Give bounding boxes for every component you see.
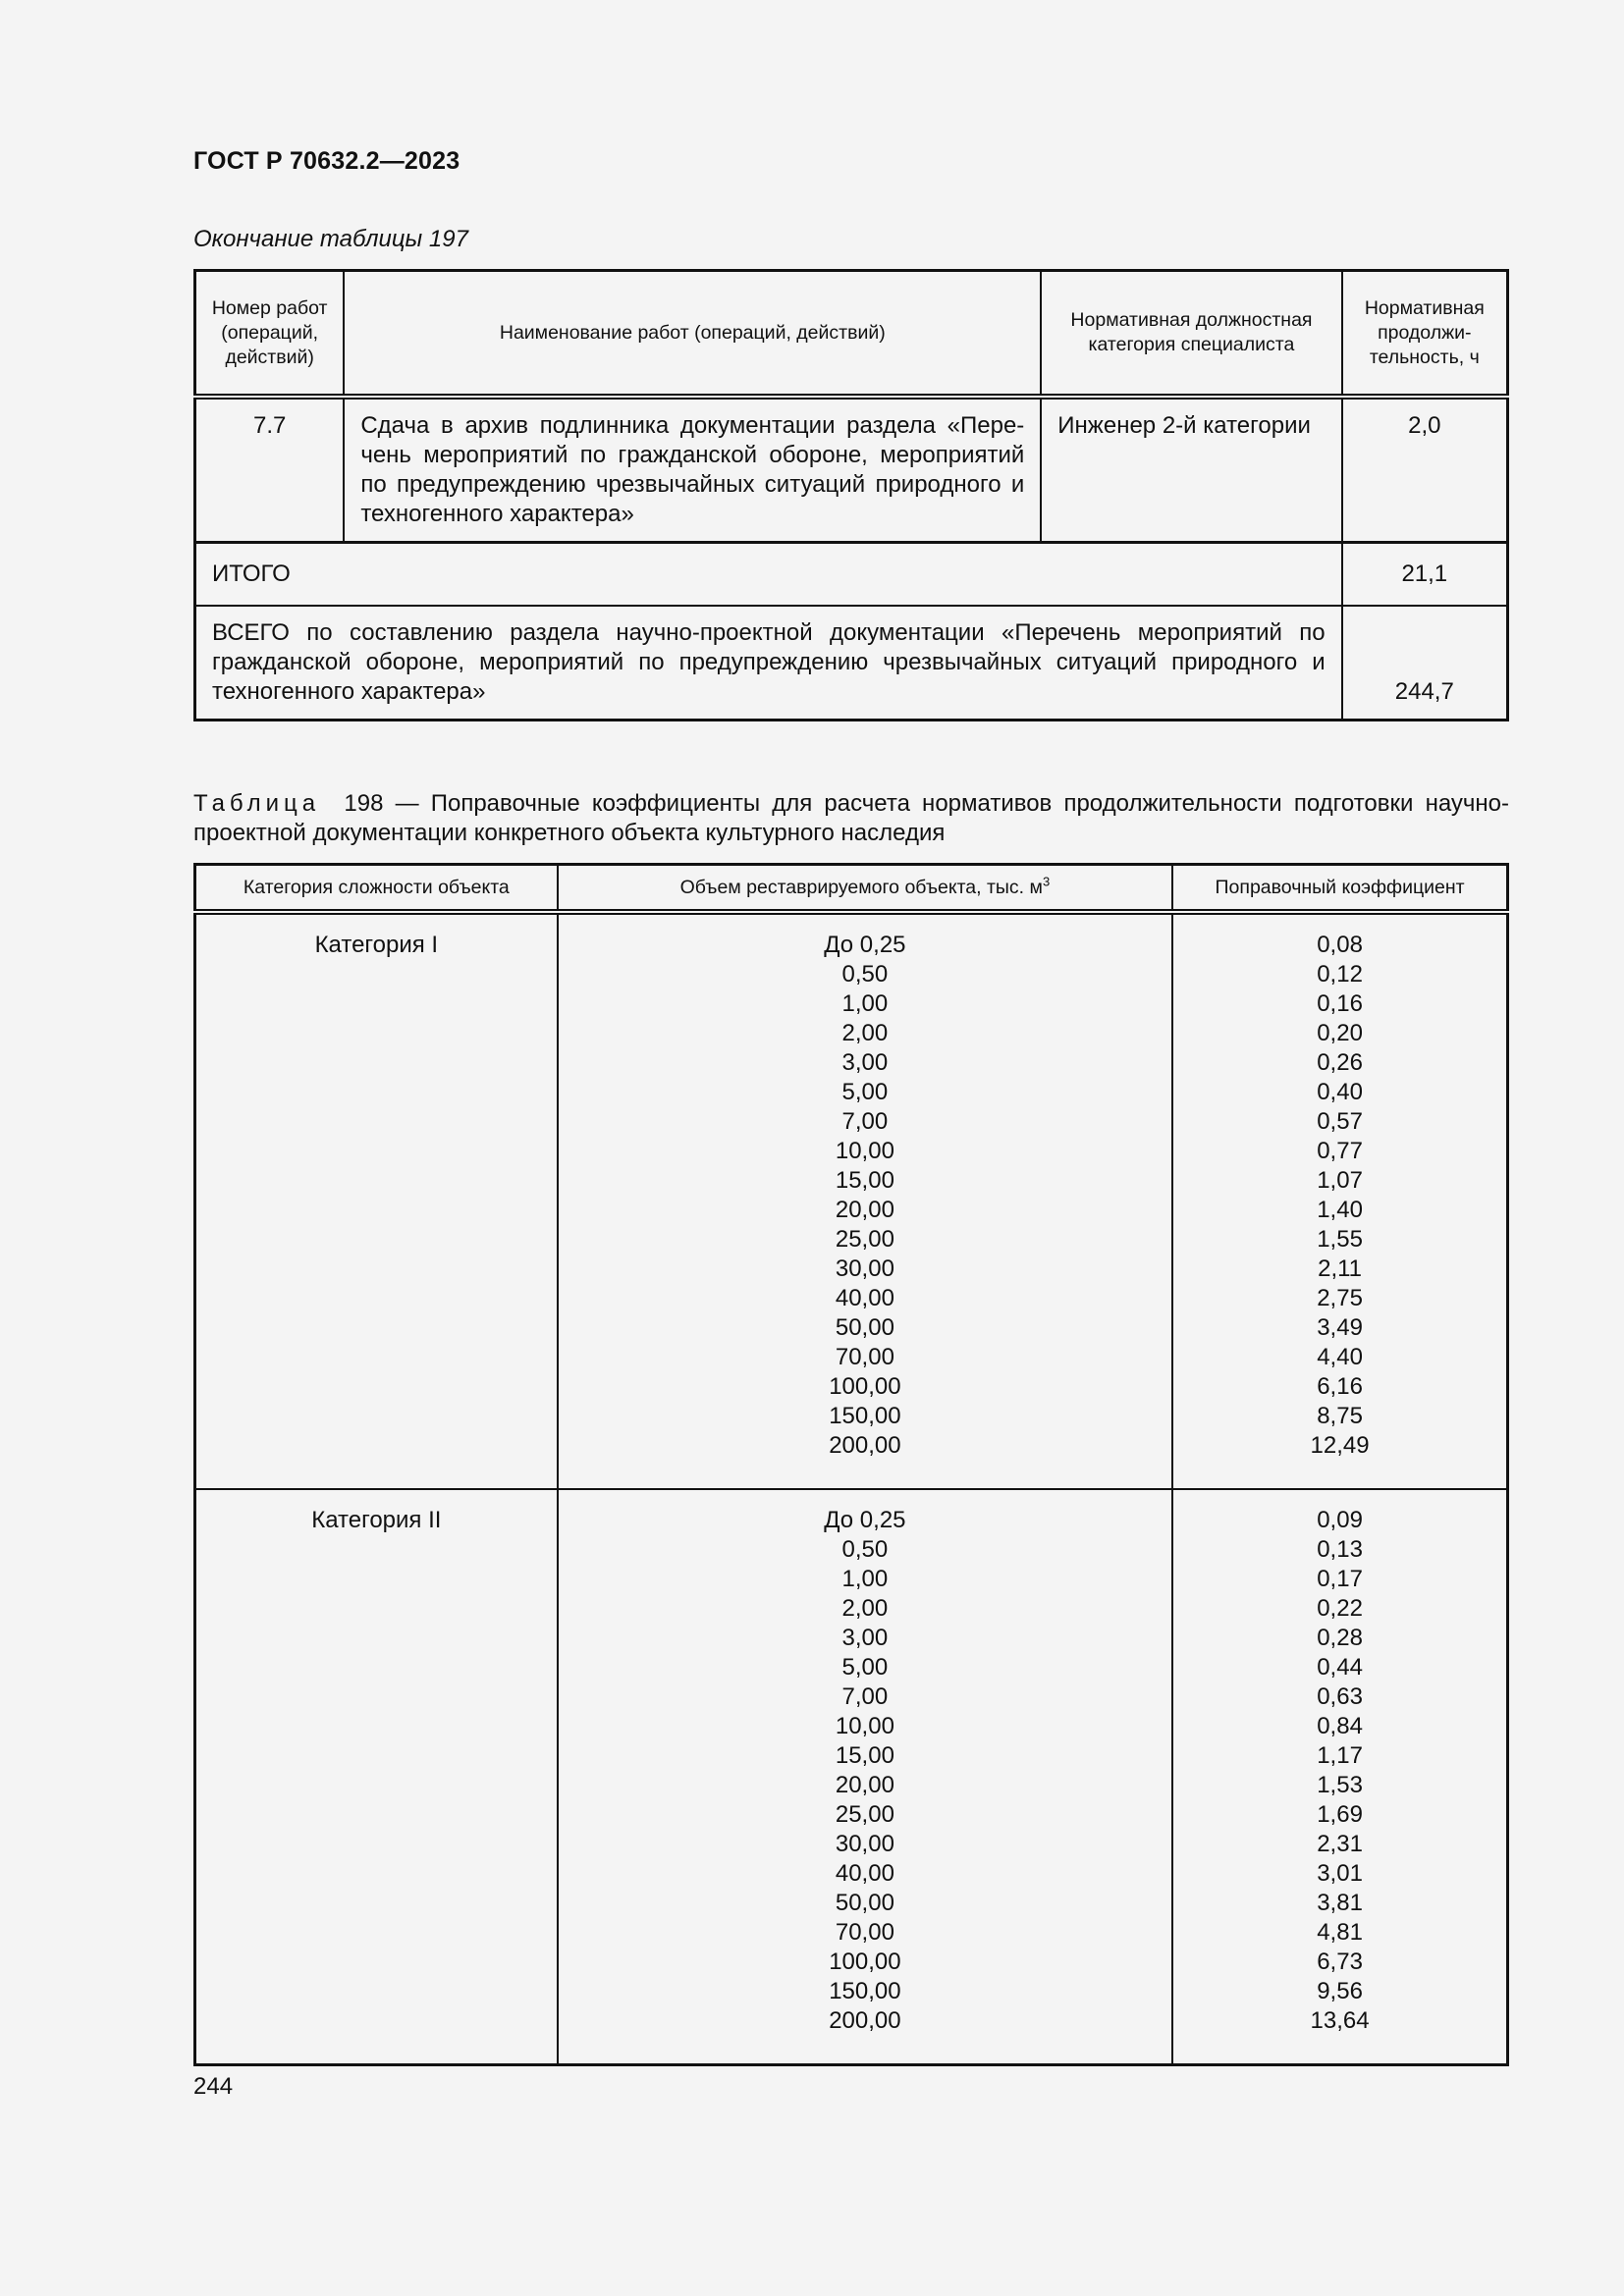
coefficient-value: 4,40 xyxy=(1317,1344,1363,1370)
volume-value: 0,50 xyxy=(841,1536,889,1563)
column-header-volume-sup: 3 xyxy=(1042,874,1051,888)
volume-value: 70,00 xyxy=(835,1919,894,1946)
coefficient-value: 0,20 xyxy=(1317,1020,1363,1046)
coefficient-value: 0,08 xyxy=(1317,932,1363,958)
coefficient-value: 2,11 xyxy=(1318,1255,1363,1282)
volume-value: 40,00 xyxy=(835,1285,894,1311)
coefficient-value: 0,84 xyxy=(1317,1713,1363,1739)
table-header-row xyxy=(195,271,1508,398)
volume-value: 20,00 xyxy=(835,1772,894,1798)
document-header: ГОСТ Р 70632.2—2023 xyxy=(193,147,460,175)
column-header-number: Номер работ (операций, действий) xyxy=(195,271,345,398)
coefficient-value: 6,73 xyxy=(1317,1949,1363,1975)
coefficient-value: 1,55 xyxy=(1317,1226,1363,1253)
coefficient-value: 2,31 xyxy=(1317,1831,1363,1857)
column-header-category: Категория сложности объекта xyxy=(195,865,558,913)
volume-value: 30,00 xyxy=(835,1831,894,1857)
column-header-volume-text: Объем реставрируемого объекта, тыс. м xyxy=(679,876,1043,898)
volume-value: 3,00 xyxy=(841,1625,889,1651)
coefficient-value: 13,64 xyxy=(1310,2007,1370,2034)
volume-value: До 0,25 xyxy=(824,1507,906,1533)
volume-value: 40,00 xyxy=(835,1860,894,1887)
coefficient-value: 0,40 xyxy=(1317,1079,1363,1105)
volume-value: 15,00 xyxy=(835,1167,894,1194)
coefficient-value: 0,09 xyxy=(1317,1507,1363,1533)
volume-value: 10,00 xyxy=(835,1138,894,1164)
volume-value: 150,00 xyxy=(829,1978,901,2004)
coefficient-list xyxy=(1172,1489,1507,2065)
volume-value: 25,00 xyxy=(835,1801,894,1828)
coefficient-value: 0,13 xyxy=(1317,1536,1363,1563)
coefficient-value: 2,75 xyxy=(1317,1285,1363,1311)
coefficient-value: 12,49 xyxy=(1310,1432,1370,1459)
coefficient-value: 0,28 xyxy=(1317,1625,1363,1651)
work-name: Сдача в архив подлинника документации раздела «Пере-чень мероприятий по гражданской обороне, мероприятий по предупреждению чрезвычайных ситуаций природного и техногенного характера» xyxy=(344,397,1041,543)
coefficient-value: 0,57 xyxy=(1317,1108,1363,1135)
coefficient-value: 0,22 xyxy=(1317,1595,1363,1622)
coefficient-value: 8,75 xyxy=(1317,1403,1363,1429)
grand-total-label: ВСЕГО по составлению раздела научно-проектной документации «Перечень мероприятий по гражданской обороне, мероприятий по предупреждению чрезвычайных ситуаций природного и техногенного характера» xyxy=(195,606,1342,721)
column-header-category: Нормативная должностная категория специалиста xyxy=(1041,271,1341,398)
volume-value: 1,00 xyxy=(841,990,889,1017)
coefficient-value: 0,77 xyxy=(1317,1138,1363,1164)
coefficient-value: 1,69 xyxy=(1317,1801,1363,1828)
column-header-coefficient: Поправочный коэффициент xyxy=(1172,865,1507,913)
coefficient-value: 1,17 xyxy=(1317,1742,1363,1769)
coefficient-value: 0,44 xyxy=(1317,1654,1363,1681)
volume-list xyxy=(558,1489,1172,2065)
volume-value: До 0,25 xyxy=(824,932,906,958)
volume-value: 0,50 xyxy=(841,961,889,988)
table-197-caption: Окончание таблицы 197 xyxy=(193,226,468,252)
specialist-category: Инженер 2-й категории xyxy=(1041,397,1341,543)
volume-value: 20,00 xyxy=(835,1197,894,1223)
table-197 xyxy=(193,269,1509,721)
coefficient-value: 9,56 xyxy=(1317,1978,1363,2004)
coefficient-value: 3,81 xyxy=(1317,1890,1363,1916)
total-row xyxy=(195,543,1508,607)
volume-value: 150,00 xyxy=(829,1403,901,1429)
volume-value: 30,00 xyxy=(835,1255,894,1282)
volume-value: 5,00 xyxy=(841,1079,889,1105)
category-label: Категория II xyxy=(195,1489,558,2065)
volume-value: 25,00 xyxy=(835,1226,894,1253)
coefficient-value: 1,07 xyxy=(1317,1167,1363,1194)
volume-value: 1,00 xyxy=(841,1566,889,1592)
coefficient-value: 0,16 xyxy=(1317,990,1363,1017)
category-group-row xyxy=(195,1489,1508,2065)
coefficient-value: 1,53 xyxy=(1317,1772,1363,1798)
coefficient-value: 1,40 xyxy=(1317,1197,1363,1223)
volume-value: 5,00 xyxy=(841,1654,889,1681)
coefficient-value: 0,26 xyxy=(1317,1049,1363,1076)
total-value: 21,1 xyxy=(1342,543,1508,607)
volume-value: 2,00 xyxy=(841,1595,889,1622)
column-header-volume xyxy=(558,865,1172,913)
page-number: 244 xyxy=(193,2073,234,2100)
table-198-caption-prefix: Таблица xyxy=(193,790,321,817)
column-header-name: Наименование работ (операций, действий) xyxy=(344,271,1041,398)
volume-value: 3,00 xyxy=(841,1049,889,1076)
coefficient-value: 0,17 xyxy=(1317,1566,1363,1592)
volume-value: 50,00 xyxy=(835,1314,894,1341)
volume-value: 50,00 xyxy=(835,1890,894,1916)
volume-value: 15,00 xyxy=(835,1742,894,1769)
volume-value: 70,00 xyxy=(835,1344,894,1370)
grand-total-value: 244,7 xyxy=(1342,606,1508,721)
work-duration: 2,0 xyxy=(1342,397,1508,543)
work-number: 7.7 xyxy=(195,397,345,543)
coefficient-value: 6,16 xyxy=(1317,1373,1363,1400)
coefficient-value: 4,81 xyxy=(1317,1919,1363,1946)
category-group-row xyxy=(195,912,1508,1489)
table-198-caption-text: 198 — Поправочные коэффициенты для расчета нормативов продолжительности подготовки научно-проектной документации конкретного объекта культурного наследия xyxy=(193,790,1509,846)
table-row xyxy=(195,397,1508,543)
total-label: ИТОГО xyxy=(195,543,1342,607)
volume-value: 10,00 xyxy=(835,1713,894,1739)
table-198-caption xyxy=(193,789,1509,848)
category-label: Категория I xyxy=(195,912,558,1489)
table-198 xyxy=(193,863,1509,2066)
volume-value: 7,00 xyxy=(841,1108,889,1135)
coefficient-value: 3,01 xyxy=(1317,1860,1363,1887)
volume-value: 7,00 xyxy=(841,1683,889,1710)
volume-list xyxy=(558,912,1172,1489)
volume-value: 100,00 xyxy=(829,1373,901,1400)
volume-value: 200,00 xyxy=(829,1432,901,1459)
coefficient-value: 3,49 xyxy=(1317,1314,1363,1341)
volume-value: 2,00 xyxy=(841,1020,889,1046)
volume-value: 100,00 xyxy=(829,1949,901,1975)
coefficient-value: 0,12 xyxy=(1317,961,1363,988)
volume-value: 200,00 xyxy=(829,2007,901,2034)
grand-total-row xyxy=(195,606,1508,721)
column-header-duration: Нормативная продолжи-тельность, ч xyxy=(1342,271,1508,398)
table-header-row xyxy=(195,865,1508,913)
coefficient-value: 0,63 xyxy=(1317,1683,1363,1710)
coefficient-list xyxy=(1172,912,1507,1489)
